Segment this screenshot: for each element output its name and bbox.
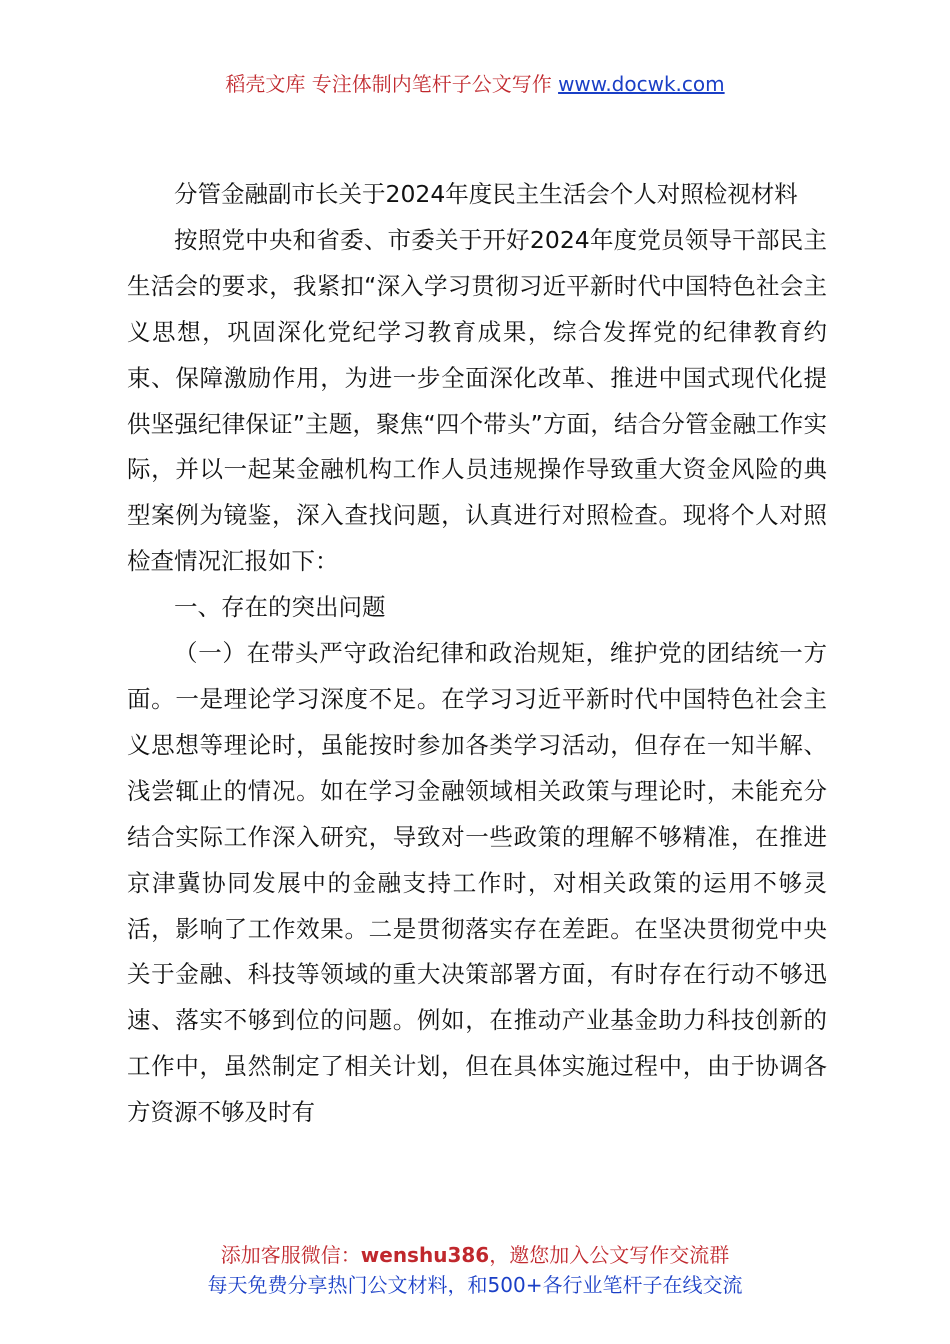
promo-footer — [0, 1240, 950, 1300]
wechat-promo-line — [0, 1240, 950, 1270]
paragraph-subsection-1: （一）在带头严守政治纪律和政治规矩，维护党的团结统一方面。一是理论学习深度不足。在学习习近平新时代中国特色社会主义思想等理论时，虽能按时参加各类学习活动，但存在一知半解、浅尝辄止的情况。如在学习金融领域相关政策与理论时，未能充分结合实际工作深入研究，导致对一些政策的理解不够精准，在推进京津冀协同发展中的金融支持工作时，对相关政策的运用不够灵活，影响了工作效果。二是贯彻落实存在差距。在坚决贯彻党中央关于金融、科技等领域的重大决策部署方面，有时存在行动不够迅速、落实不够到位的问题。例如，在推动产业基金助力科技创新的工作中，虽然制定了相关计划，但在具体实施过程中，由于协调各方资源不够及时有 — [127, 639, 827, 1127]
site-url-link[interactable]: www.docwk.com — [558, 72, 725, 96]
paragraph-intro: 按照党中央和省委、市委关于开好2024年度党员领导干部民主生活会的要求，我紧扣“深入学习贯彻习近平新时代中国特色社会主义思想，巩固深化党纪学习教育成果，综合发挥党的纪律教育约束、保障激励作用，为进一步全面深化改革、推进中国式现代化提供坚强纪律保证”主题，聚焦“四个带头”方面，结合分管金融工作实际，并以一起某金融机构工作人员违规操作导致重大资金风险的典型案例为镜鉴，深入查找问题，认真进行对照检查。现将个人对照检查情况汇报如下： — [127, 225, 827, 576]
brand-slogan: 稻壳文库 专注体制内笔杆子公文写作 — [225, 72, 552, 96]
site-header — [0, 68, 950, 100]
section-heading: 一、存在的突出问题 — [174, 593, 386, 622]
document-body — [127, 172, 827, 1136]
document-title: 分管金融副市长关于2024年度民主生活会个人对照检视材料 — [174, 180, 798, 208]
wechat-suffix: ，邀您加入公文写作交流群 — [489, 1243, 730, 1267]
wechat-id: wenshu386 — [360, 1243, 490, 1267]
share-promo-line: 每天免费分享热门公文材料，和500+各行业笔杆子在线交流 — [207, 1273, 743, 1297]
wechat-prefix: 添加客服微信： — [220, 1243, 361, 1267]
